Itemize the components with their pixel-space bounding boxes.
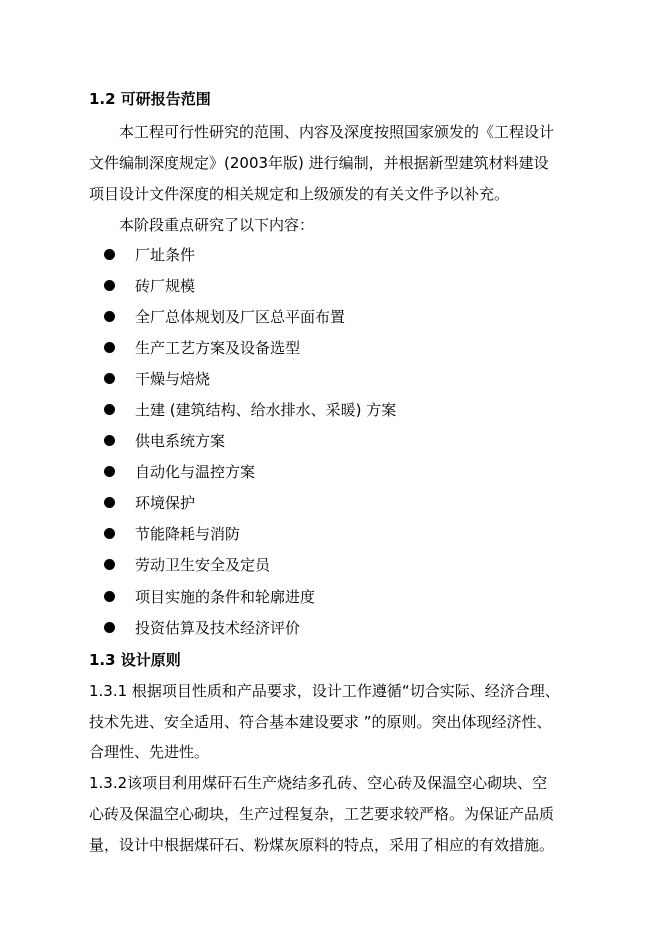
paragraph-line: 1.3.2该项目利用煤矸石生产烧结多孔砖、空心砖及保温空心砌块、空 <box>89 774 548 792</box>
bullet-icon <box>104 591 115 602</box>
paragraph-line: 项目设计文件深度的相关规定和上级颁发的有关文件予以补充。 <box>89 185 510 203</box>
bullet-icon <box>104 311 115 322</box>
list-item-text: 环境保护 <box>135 494 196 512</box>
list-item-text: 节能降耗与消防 <box>135 525 241 543</box>
paragraph-line: 技术先进、安全适用、符合基本建设要求 ”的原则。突出体现经济性、 <box>89 713 552 731</box>
list-item-text: 厂址条件 <box>135 246 196 264</box>
bullet-icon <box>104 528 115 539</box>
bullet-icon <box>104 559 115 570</box>
list-item-text: 全厂总体规划及厂区总平面布置 <box>135 308 346 326</box>
section-heading-1-2: 1.2 可研报告范围 <box>89 90 211 108</box>
list-item-text: 劳动卫生安全及定员 <box>135 556 271 574</box>
paragraph-line: 1.3.1 根据项目性质和产品要求，设计工作遵循“切合实际、经济合理、 <box>89 682 560 700</box>
list-item-text: 供电系统方案 <box>135 432 226 450</box>
paragraph-line: 心砖及保温空心砌块，生产过程复杂，工艺要求较严格。为保证产品质 <box>89 805 555 823</box>
bullet-icon <box>104 622 115 633</box>
paragraph-intro: 本阶段重点研究了以下内容： <box>119 216 315 234</box>
list-item-text: 土建 (建筑结构、给水排水、采暖) 方案 <box>135 401 397 419</box>
paragraph-line: 文件编制深度规定》(2003年版) 进行编制，并根据新型建筑材料建设 <box>89 154 549 172</box>
bullet-icon <box>104 342 115 353</box>
list-item-text: 自动化与温控方案 <box>135 463 256 481</box>
paragraph-line: 本工程可行性研究的范围、内容及深度按照国家颁发的《工程设计 <box>119 123 555 141</box>
bullet-icon <box>104 404 115 415</box>
bullet-icon <box>104 497 115 508</box>
paragraph-line: 合理性、先进性。 <box>89 743 210 761</box>
bullet-icon <box>104 435 115 446</box>
bullet-icon <box>104 280 115 291</box>
section-heading-1-3: 1.3 设计原则 <box>89 651 181 669</box>
bullet-icon <box>104 373 115 384</box>
list-item-text: 投资估算及技术经济评价 <box>135 619 301 637</box>
bullet-icon <box>104 249 115 260</box>
list-item-text: 生产工艺方案及设备选型 <box>135 339 301 357</box>
bullet-icon <box>104 466 115 477</box>
list-item-text: 项目实施的条件和轮廓进度 <box>135 588 316 606</box>
paragraph-line: 量，设计中根据煤矸石、粉煤灰原料的特点，采用了相应的有效措施。 <box>89 836 555 854</box>
list-item-text: 砖厂规模 <box>135 277 196 295</box>
list-item-text: 干燥与焙烧 <box>135 370 211 388</box>
